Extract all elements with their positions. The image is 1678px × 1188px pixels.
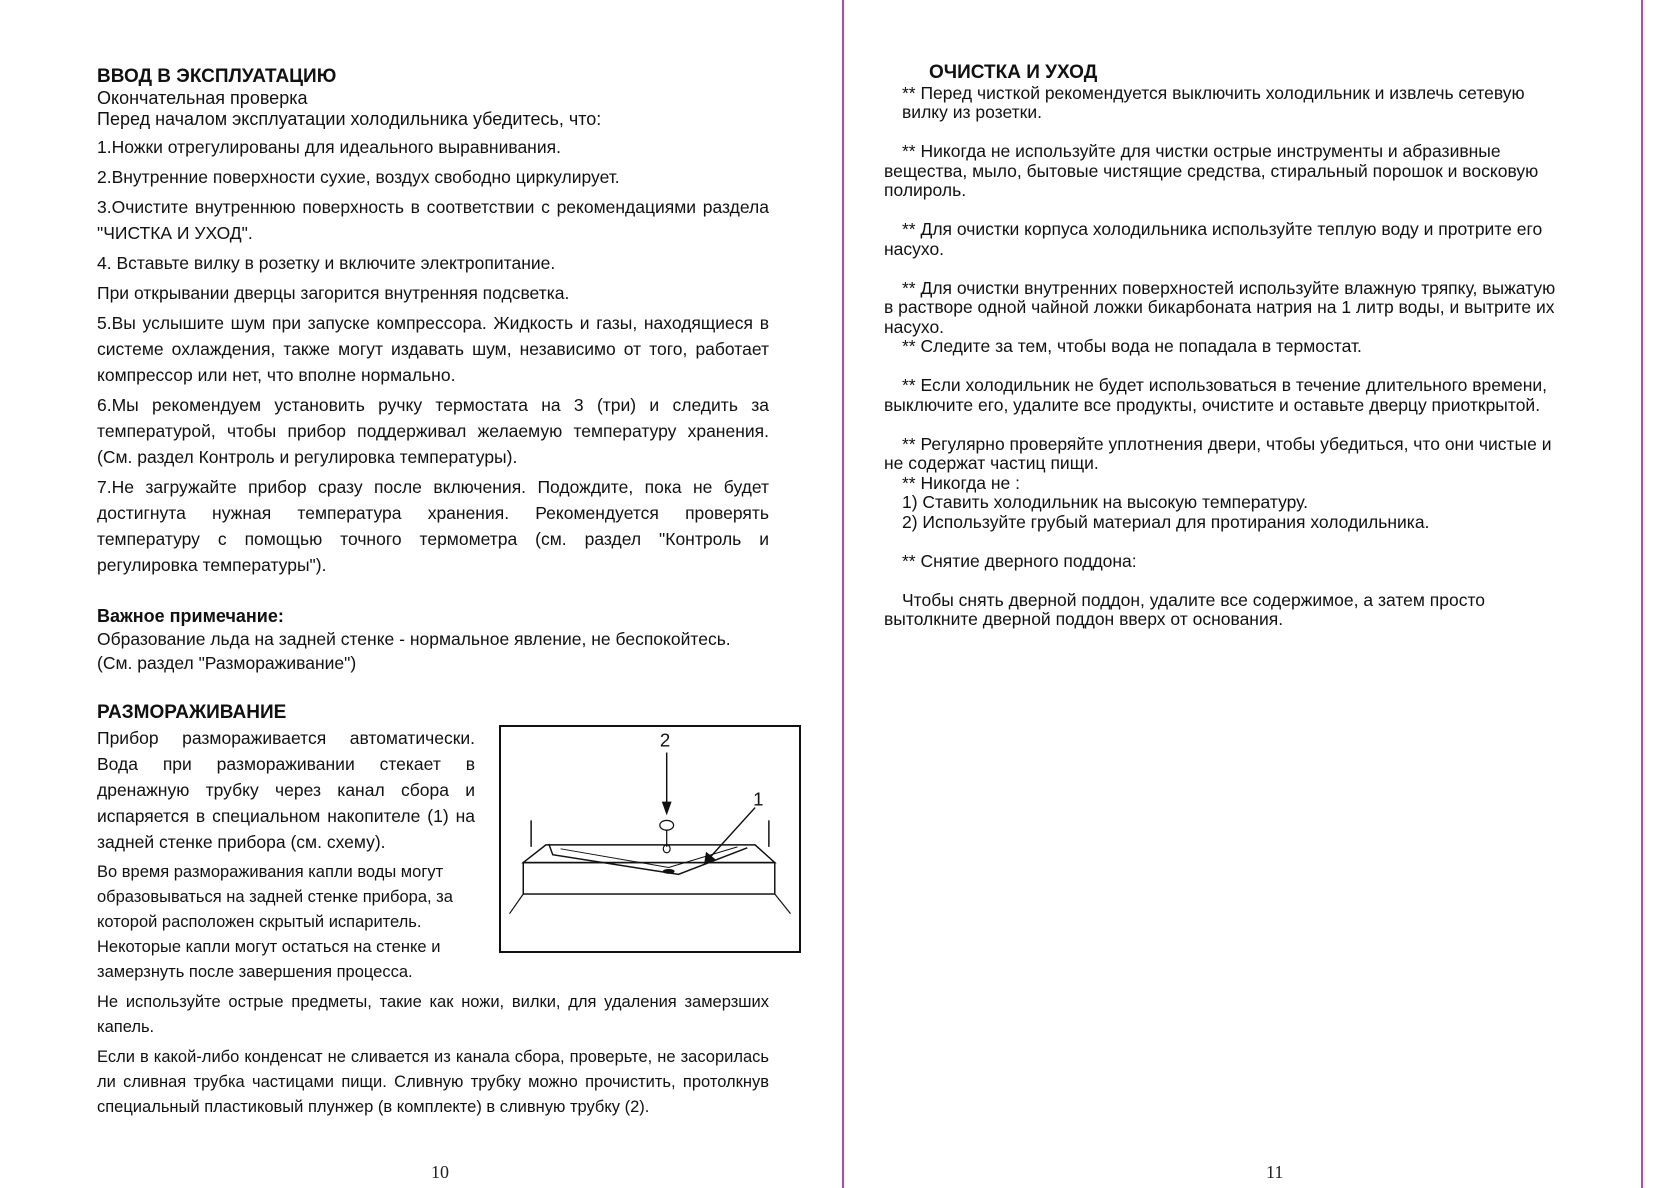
cleaning-paragraph-4: ** Для очистки внутренних поверхностей используйте влажную тряпку, выжатую в растворе одной чайной ложки бикарбоната натрия на 1 литр воды, и вытрите их насухо. [884, 277, 1556, 337]
defrost-paragraph-3: Не используйте острые предметы, такие как ножи, вилки, для удаления замерзших капель. [97, 993, 769, 1037]
cleaning-heading: ОЧИСТКА И УХОД [929, 62, 1098, 83]
page-divider [842, 0, 844, 1188]
right-column [884, 62, 1564, 630]
cleaning-paragraph-6: ** Если холодильник не будет использоваться в течение длительного времени, выключите его, удалите все продукты, очистите и оставьте дверцу приоткрытой. [884, 375, 1548, 415]
page-number-right: 11 [1266, 1162, 1284, 1182]
door-tray-removal-text: Чтобы снять дверной поддон, удалите все содержимое, а затем просто вытолкните дверной поддон вверх от основания. [884, 589, 1486, 630]
final-check-subtitle: Окончательная проверка [97, 87, 308, 108]
page-edge-line [1641, 0, 1643, 1188]
defrost-paragraph-1: Прибор размораживается автоматически. Вода при размораживании стекает в дренажную трубку через канал сбора и испаряется в специальном накопителе (1) на задней стенке прибора (см. схему). [97, 728, 475, 853]
light-note: При открывании дверцы загорится внутренняя подсветка. [97, 282, 570, 303]
important-note-heading: Важное примечание: [97, 605, 284, 626]
checklist-item-6: 6.Мы рекомендуем установить ручку термостата на 3 (три) и следить за температурой, чтобы прибор поддерживал желаемую температуру хранения. (См. раздел Контроль и регулировка температуры). [97, 394, 769, 467]
door-tray-removal-heading: ** Снятие дверного поддона: [902, 550, 1137, 571]
checklist-item-7: 7.Не загружайте прибор сразу после включения. Подождите, пока не будет достигнута нужная температура хранения. Рекомендуется проверять температуру с помощью точного термометра (см. раздел "Контроль и регулировка температуры"). [97, 476, 769, 575]
left-column [97, 66, 769, 1125]
diagram-label-2: 2 [659, 730, 671, 752]
checklist-item-1: 1.Ножки отрегулированы для идеального выравнивания. [97, 136, 561, 157]
cleaning-paragraph-7: ** Регулярно проверяйте уплотнения двери, чтобы убедиться, что они чистые и не содержат частиц пищи. [884, 433, 1552, 474]
never-do-item-2: 2) Используйте грубый материал для протирания холодильника. [902, 511, 1430, 532]
cleaning-paragraph-1: ** Перед чисткой рекомендуется выключить холодильник и извлечь сетевую вилку из розетки. [902, 82, 1525, 123]
checklist-item-2: 2.Внутренние поверхности сухие, воздух свободно циркулирует. [97, 166, 620, 187]
checklist-item-3: 3.Очистите внутреннюю поверхность в соответствии с рекомендациями раздела "ЧИСТКА И УХОД". [97, 196, 769, 243]
cleaning-paragraph-5: ** Следите за тем, чтобы вода не попадала в термостат. [902, 336, 1362, 357]
commissioning-heading: ВВОД В ЭКСПЛУАТАЦИЮ [97, 66, 337, 87]
defrost-heading: РАЗМОРАЖИВАНИЕ [97, 701, 287, 723]
never-do-item-1: 1) Ставить холодильник на высокую температуру. [902, 492, 1309, 513]
never-do-heading: ** Никогда не : [902, 472, 1021, 493]
defrost-diagram [499, 725, 801, 953]
defrost-paragraph-4: Если в какой-либо конденсат не сливается из канала сбора, проверьте, не засорилась ли сливная трубка частицами пищи. Сливную трубку можно прочистить, протолкнув специальный пластиковый плунжер (в комплекте) в сливную трубку (2). [97, 1048, 769, 1117]
diagram-label-1: 1 [753, 788, 764, 810]
intro-text: Перед началом эксплуатации холодильника убедитесь, что: [97, 108, 602, 129]
defrost-section [97, 725, 769, 985]
page-number-left: 10 [431, 1162, 449, 1182]
defrost-paragraph-2: Во время размораживания капли воды могут образовываться на задней стенке прибора, за которой расположен скрытый испаритель. Некоторые капли могут остаться на стенке и замерзнуть после завершения процесса. [97, 863, 453, 982]
checklist-item-4: 4. Вставьте вилку в розетку и включите электропитание. [97, 252, 556, 273]
important-note-text: Образование льда на задней стенке - нормальное явление, не беспокойтесь. (См. раздел "Размораживание") [97, 628, 731, 673]
cleaning-paragraph-3: ** Для очистки корпуса холодильника используйте теплую воду и протрите его насухо. [884, 219, 1543, 259]
cleaning-paragraph-2: ** Никогда не используйте для чистки острые инструменты и абразивные вещества, мыло, бытовые чистящие средства, стиральный порошок и восковую полироль. [884, 141, 1539, 201]
checklist-item-5: 5.Вы услышите шум при запуске компрессора. Жидкость и газы, находящиеся в системе охлаждения, также могут издавать шум, независимо от того, работает компрессор или нет, что вполне нормально. [97, 312, 769, 385]
